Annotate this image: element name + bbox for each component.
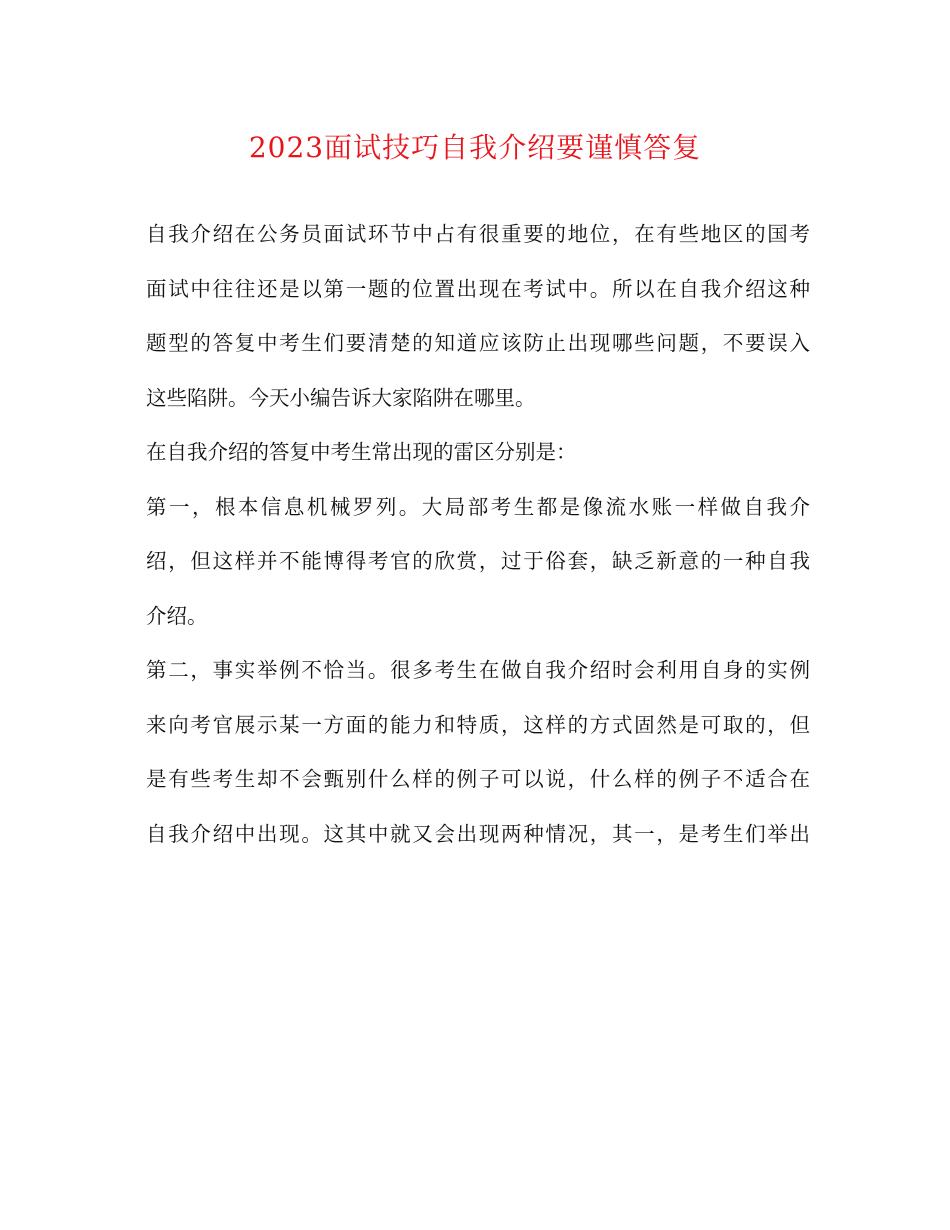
paragraph-1-line-3: 题型的答复中考生们要清楚的知道应该防止出现哪些问题，不要误入 <box>146 331 810 355</box>
paragraph-1-line-2: 面试中往往还是以第一题的位置出现在考试中。所以在自我介绍这种 <box>146 276 810 301</box>
paragraph-3-line-2: 绍，但这样并不能博得考官的欣赏，过于俗套，缺乏新意的一种自我 <box>146 549 810 573</box>
paragraph-4-line-2: 来向考官展示某一方面的能力和特质，这样的方式固然是可取的，但 <box>146 712 810 737</box>
paragraph-4-line-1: 第二，事实举例不恰当。很多考生在做自我介绍时会利用自身的实例 <box>146 658 810 682</box>
document-title: 2023面试技巧自我介绍要谨慎答复 <box>248 131 702 164</box>
paragraph-4-line-4: 自我介绍中出现。这其中就又会出现两种情况，其一，是考生们举出 <box>146 821 810 846</box>
paragraph-2-line-1: 在自我介绍的答复中考生常出现的雷区分别是： <box>146 440 577 464</box>
paragraph-4-line-3: 是有些考生却不会甄别什么样的例子可以说，什么样的例子不适合在 <box>146 767 810 791</box>
paragraph-1-line-1: 自我介绍在公务员面试环节中占有很重要的地位，在有些地区的国考 <box>146 222 810 246</box>
paragraph-3-line-1: 第一，根本信息机械罗列。大局部考生都是像流水账一样做自我介 <box>146 494 810 519</box>
paragraph-3-line-3: 介绍。 <box>146 603 208 628</box>
document-body <box>146 212 810 866</box>
paragraph-1-line-4: 这些陷阱。今天小编告诉大家陷阱在哪里。 <box>146 385 536 410</box>
